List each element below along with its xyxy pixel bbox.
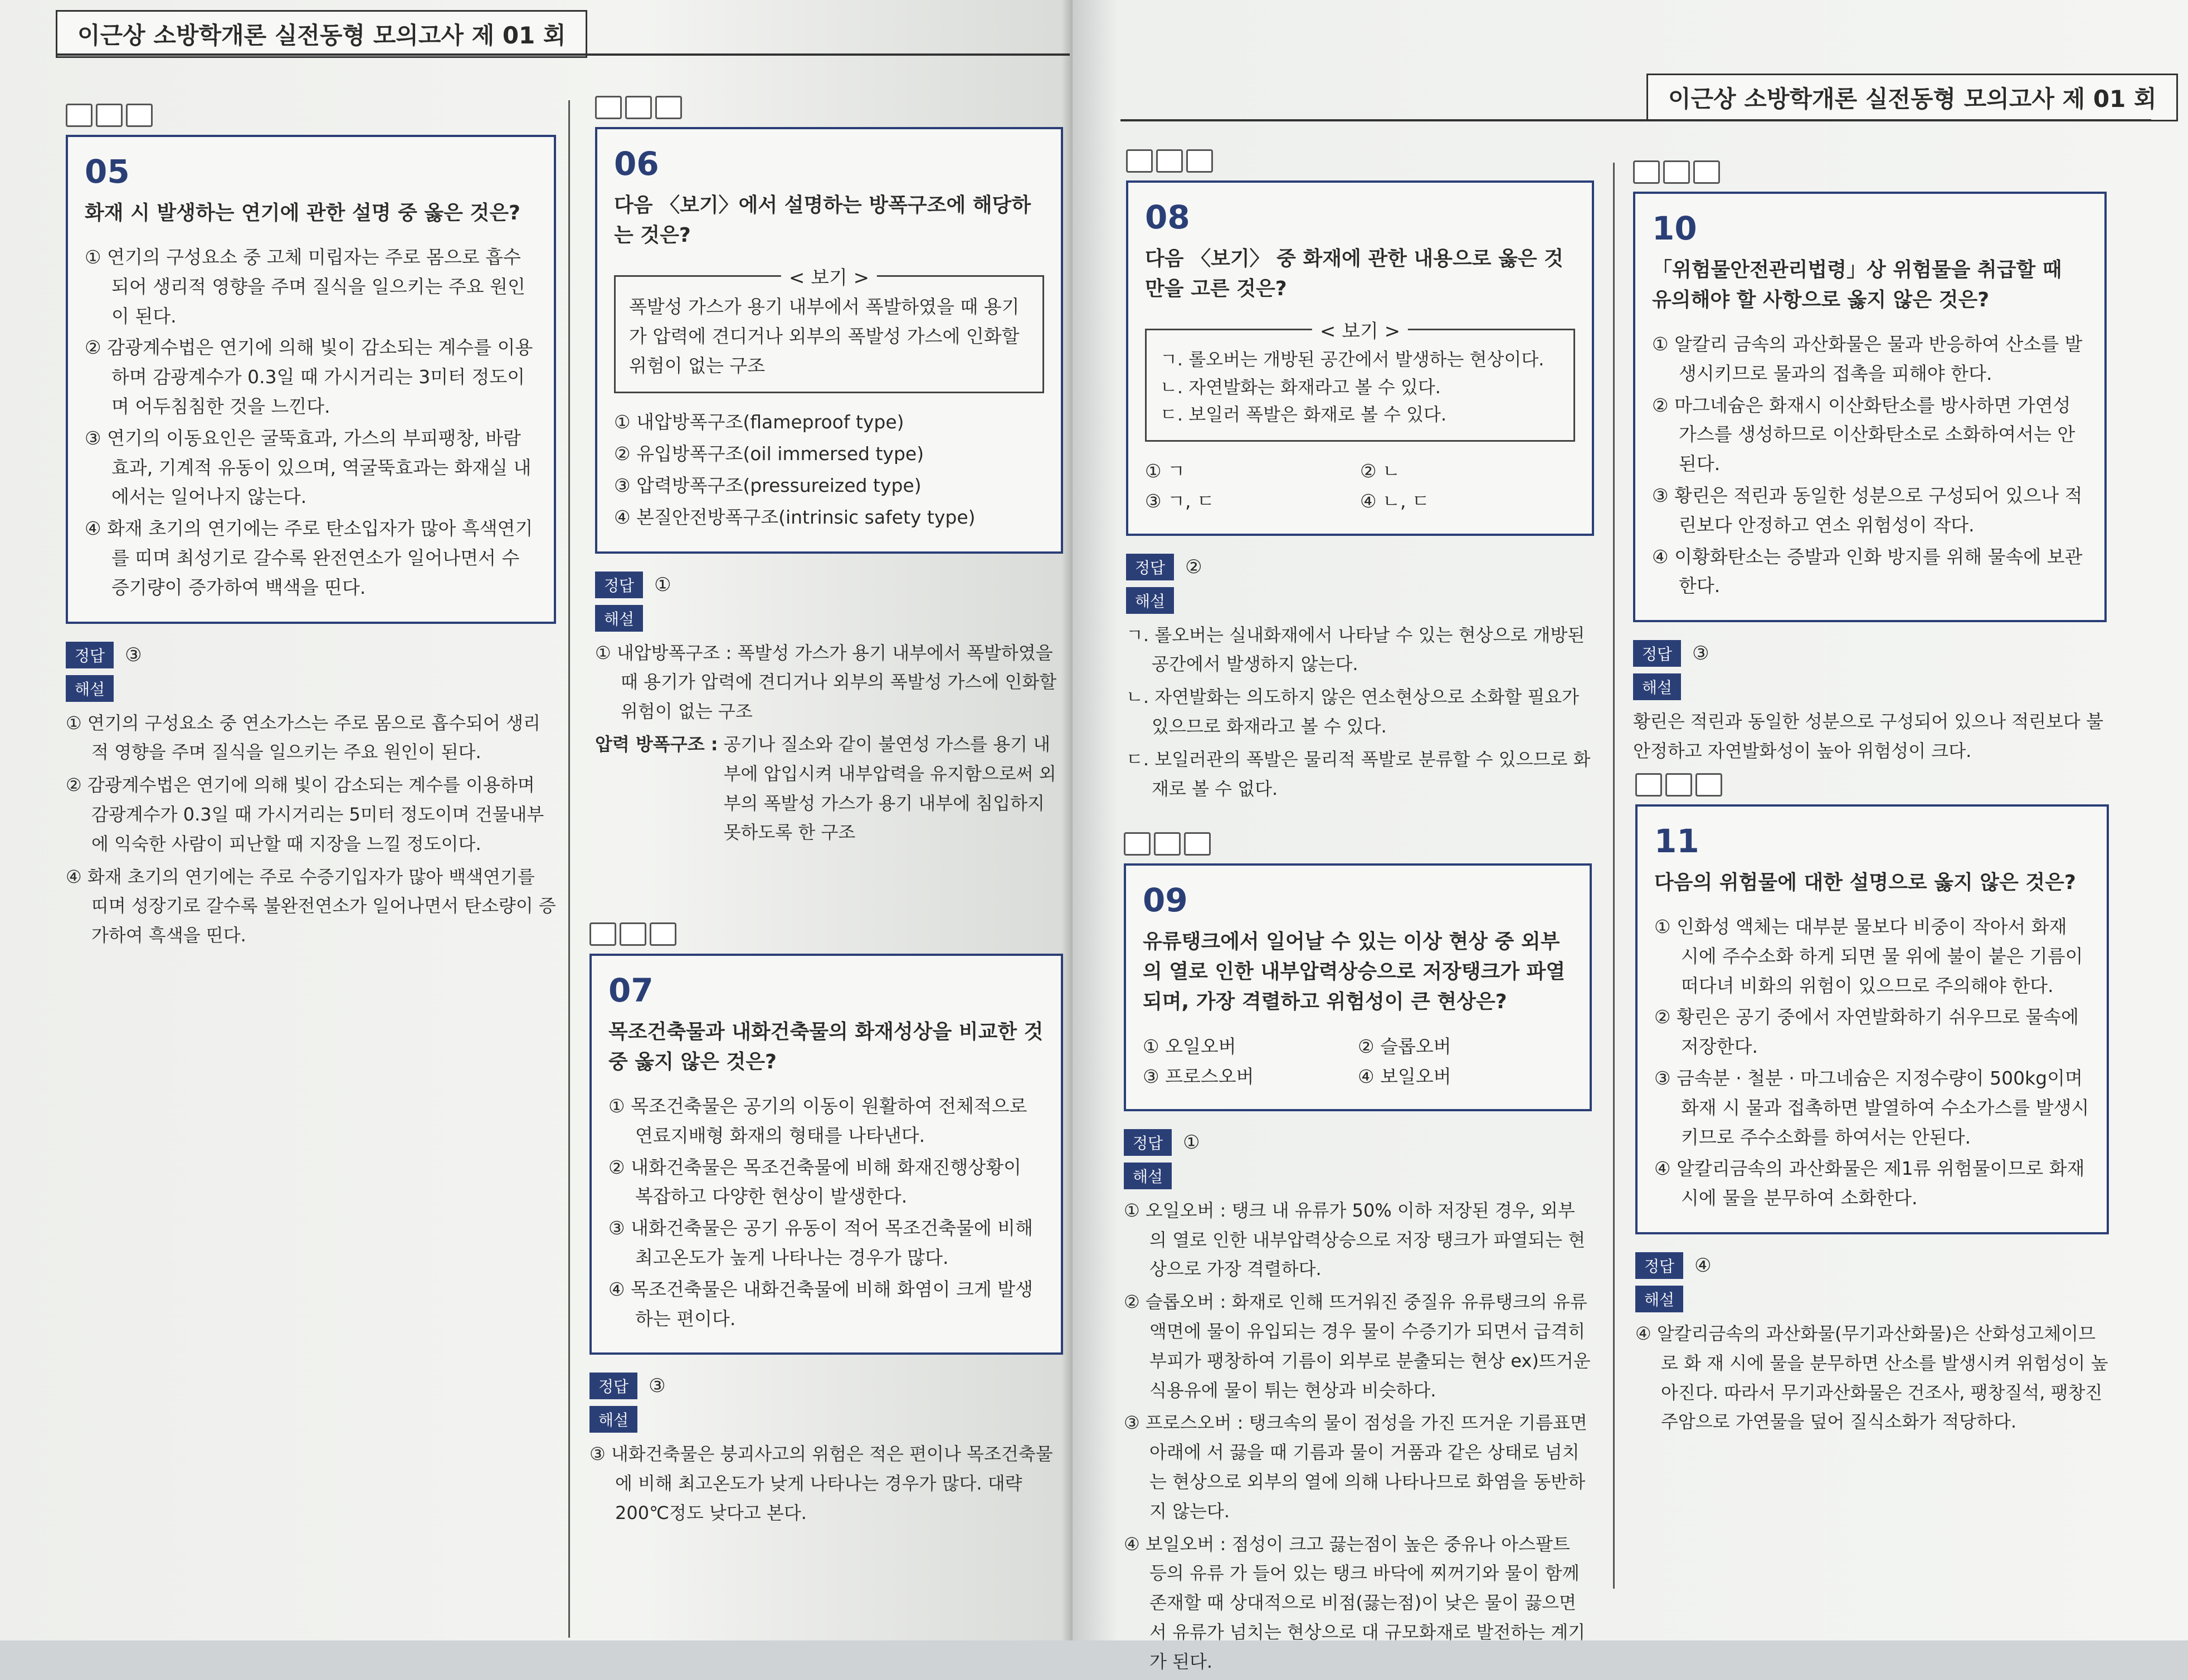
answer-value: ③ [649, 1375, 666, 1398]
question-08 [1126, 149, 1594, 807]
check-boxes[interactable] [66, 104, 556, 127]
bogi-box [614, 267, 1044, 393]
explanation-tag: 해설 [1124, 1163, 1172, 1189]
explanation-line: ④ 화재 초기의 연기에는 주로 수증기입자가 많아 백색연기를 띠며 성장기로 갈수록 불완전연소가 일어나면서 탄소량이 증가하여 흑색을 띤다. [66, 866, 556, 946]
question-box [1633, 192, 2107, 622]
check-boxes[interactable] [1635, 773, 2109, 797]
term-text: 공기나 질소와 같이 불연성 가스를 용기 내부에 압입시켜 내부압력을 유지함으로써 외부의 폭발성 가스가 용기 내부에 침입하지 못하도록 한 구조 [723, 733, 1056, 843]
question-stem: 유류탱크에서 일어날 수 있는 이상 현상 중 외부의 열로 인한 내부압력상승으로 저장탱크가 파열되며, 가장 격렬하고 위험성이 큰 현상은? [1143, 930, 1566, 1013]
question-box [1124, 863, 1592, 1111]
right-running-header: 이근상 소방학개론 실전동형 모의고사 제 01 회 [1646, 74, 2178, 121]
answer-row [595, 572, 1063, 598]
explanation-line: ① 오일오버 : 탱크 내 유류가 50% 이하 저장된 경우, 외부의 열로 인한 내부압력상승으로 저장 탱크가 파열되는 현상으로 가장 격렬하다. [1124, 1199, 1586, 1280]
answer-row [1633, 640, 2107, 667]
bogi-item: ㄱ. 롤오버는 개방된 공간에서 발생하는 현상이다. [1160, 349, 1544, 370]
explanation-line: ④ 보일오버 : 점성이 크고 끓는점이 높은 중유나 아스팔트 등의 유류 가 들어 있는 탱크 바닥에 찌꺼기와 물이 함께 존재할 때 상대적으로 비점(끓는점)이 낮은 물이 끓으면서 유류가 넘치는 현상으로 대 규모화재로 발전하는 계기가 된다. [1124, 1533, 1586, 1672]
option-1: ① ㄱ [1145, 460, 1185, 482]
option-1: ① 오일오버 [1143, 1036, 1236, 1057]
right-page [1073, 0, 2188, 1672]
explanation-line: ③ 내화건축물은 붕괴사고의 위험은 적은 편이나 목조건축물에 비해 최고온도가 낮게 나타나는 경우가 많다. 대략 200℃정도 낮다고 본다. [589, 1443, 1053, 1523]
question-box [1126, 180, 1594, 536]
option-3: ③ 프로스오버 [1143, 1066, 1254, 1088]
option-4: ④ 본질안전방폭구조(intrinsic safety type) [614, 506, 976, 528]
bogi-text: 폭발성 가스가 용기 내부에서 폭발하였을 때 용기가 압력에 견디거나 외부의 폭발성 가스에 인화할 위험이 없는 구조 [629, 296, 1020, 377]
explanation-line: ㄷ. 보일러관의 폭발은 물리적 폭발로 분류할 수 있으므로 화재로 볼 수 없다. [1126, 748, 1591, 799]
check-boxes[interactable] [1126, 149, 1594, 173]
question-10 [1633, 160, 2107, 769]
answer-value: ④ [1694, 1254, 1712, 1277]
option-3: ③ 연기의 이동요인은 굴뚝효과, 가스의 부피팽창, 바람효과, 기계적 유동이 있으며, 역굴뚝효과는 화재실 내에서는 일어나지 않는다. [85, 427, 532, 508]
question-number: 09 [1143, 881, 1188, 919]
bogi-item: ㄴ. 자연발화는 화재라고 볼 수 있다. [1160, 376, 1441, 398]
question-number: 05 [85, 153, 130, 191]
option-3: ③ 내화건축물은 공기 유동이 적어 목조건축물에 비해 최고온도가 높게 나타나는 경우가 많다. [608, 1217, 1033, 1268]
explanation-tag: 해설 [66, 675, 114, 702]
question-11 [1635, 773, 2109, 1440]
options-grid [1145, 456, 1575, 517]
explanation-tag: 해설 [1635, 1286, 1683, 1312]
explanation-line: ④ 알칼리금속의 과산화물(무기과산화물)은 산화성고체이므로 화 재 시에 물을 분무하면 산소를 발생시켜 위험성이 높아진다. 따라서 무기과산화물은 건조사, 팽창질석, 팽창진주암으로 가연물을 덮어 질식소화가 적당하다. [1635, 1322, 2108, 1433]
option-4: ④ 이황화탄소는 증발과 인화 방지를 위해 물속에 보관한다. [1652, 545, 2083, 597]
explanation-line: ② 슬롭오버 : 화재로 인해 뜨거워진 중질유 유류탱크의 유류 액면에 물이 유입되는 경우 물이 수증기가 되면서 급격히 부피가 팽창하여 기름이 외부로 분출되는 현상 ex)뜨거운 식용유에 물이 튀는 현상과 비슷하다. [1124, 1291, 1591, 1401]
bogi-box [1145, 320, 1575, 442]
explanation-line: 황린은 적린과 동일한 성분으로 구성되어 있으나 적린보다 불안정하고 자연발화성이 높아 위험성이 크다. [1633, 711, 2104, 761]
explanation-tag: 해설 [595, 605, 643, 632]
term-definition [595, 730, 1063, 847]
answer-row [1124, 1129, 1592, 1156]
answer-row [1635, 1252, 2109, 1279]
explanation-tag: 해설 [589, 1406, 637, 1433]
question-box [595, 127, 1063, 554]
question-05 [66, 104, 556, 954]
left-header-rule [56, 53, 1070, 56]
answer-value: ③ [125, 643, 142, 666]
bogi-title: < 보기 > [1312, 316, 1408, 343]
answer-value: ③ [1692, 642, 1709, 665]
left-running-header: 이근상 소방학개론 실전동형 모의고사 제 01 회 [56, 10, 587, 58]
question-stem: 「위험물안전관리법령」상 위험물을 취급할 때 유의해야 할 사항으로 옳지 않은 것은? [1652, 258, 2062, 311]
question-box [66, 135, 556, 624]
explanation-line: ③ 프로스오버 : 탱크속의 물이 점성을 가진 뜨거운 기름표면 아래에 서 끓을 때 기름과 물이 거품과 같은 상태로 넘치는 현상으로 외부의 열에 의해 나타나므로 화염을 동반하지 않는다. [1124, 1412, 1587, 1522]
check-boxes[interactable] [1124, 832, 1592, 856]
answer-row [66, 642, 556, 668]
explanation-line: ① 내압방폭구조 : 폭발성 가스가 용기 내부에서 폭발하였을 때 용기가 압력에 견디거나 외부의 폭발성 가스에 인화할 위험이 없는 구조 [595, 642, 1057, 722]
option-4: ④ 목조건축물은 내화건축물에 비해 화염이 크게 발생하는 편이다. [608, 1278, 1033, 1330]
left-page [0, 0, 1073, 1640]
question-number: 10 [1652, 209, 1697, 247]
option-2: ② ㄴ [1360, 460, 1400, 482]
check-boxes[interactable] [1633, 160, 2107, 184]
answer-tag: 정답 [1635, 1252, 1683, 1279]
question-box [1635, 804, 2109, 1234]
check-boxes[interactable] [589, 922, 1063, 946]
option-4: ④ 화재 초기의 연기에는 주로 탄소입자가 많아 흑색연기를 띠며 최성기로 갈수록 완전연소가 일어나면서 수증기량이 증가하여 백색을 띤다. [85, 517, 533, 598]
question-number: 08 [1145, 198, 1190, 236]
explanation-line: ② 감광계수법은 연기에 의해 빛이 감소되는 계수를 이용하며 감광계수가 0.3일 때 가시거리는 5미터 정도이며 건물내부에 익숙한 사람이 피난할 때 지장을 느낄 정도이다. [66, 774, 544, 854]
answer-value: ② [1185, 555, 1202, 578]
bogi-title: < 보기 > [781, 262, 877, 290]
answer-tag: 정답 [589, 1373, 637, 1399]
term-label: 압력 방폭구조 : [595, 733, 718, 755]
option-1: ① 목조건축물은 공기의 이동이 원활하여 전체적으로 연료지배형 화재의 형태를 나타낸다. [608, 1095, 1027, 1146]
question-number: 06 [614, 145, 659, 183]
answer-value: ① [1183, 1131, 1200, 1154]
question-stem: 다음의 위험물에 대한 설명으로 옳지 않은 것은? [1654, 871, 2076, 894]
check-boxes[interactable] [595, 96, 1063, 119]
answer-tag: 정답 [1633, 640, 1681, 667]
explanation-tag: 해설 [1126, 587, 1174, 614]
question-stem: 화재 시 발생하는 연기에 관한 설명 중 옳은 것은? [85, 202, 520, 224]
option-4: ④ 보일오버 [1358, 1066, 1451, 1088]
question-stem: 다음 〈보기〉에서 설명하는 방폭구조에 해당하는 것은? [614, 194, 1031, 247]
question-number: 07 [608, 971, 654, 1009]
option-4: ④ 알칼리금속의 과산화물은 제1류 위험물이므로 화재 시에 물을 분무하여 소화한다. [1654, 1158, 2085, 1209]
option-3: ③ 압력방폭구조(pressureized type) [614, 474, 922, 496]
answer-tag: 정답 [595, 572, 643, 598]
explanation-line: ㄴ. 자연발화는 의도하지 않은 연소현상으로 소화할 필요가 있으므로 화재라고 볼 수 있다. [1126, 686, 1580, 738]
question-07 [589, 922, 1063, 1531]
explanation-line: ㄱ. 롤오버는 실내화재에서 나타날 수 있는 현상으로 개방된 공간에서 발생하지 않는다. [1126, 624, 1585, 675]
question-06 [595, 96, 1063, 847]
answer-tag: 정답 [1124, 1129, 1172, 1156]
option-2: ② 슬롭오버 [1358, 1036, 1451, 1057]
option-1: ① 알칼리 금속의 과산화물은 물과 반응하여 산소를 발생시키므로 물과의 접촉을 피해야 한다. [1652, 333, 2083, 384]
option-3: ③ 황린은 적린과 동일한 성분으로 구성되어 있으나 적린보다 안정하고 연소 위험성이 작다. [1652, 484, 2083, 536]
right-column-divider [1613, 163, 1615, 1589]
option-1: ① 인화성 액체는 대부분 물보다 비중이 작아서 화재 시에 주수소화 하게 되면 물 위에 불이 붙은 기름이 떠다녀 비화의 위험이 있으므로 주의해야 한다. [1654, 916, 2083, 997]
option-3: ③ 금속분 · 철분 · 마그네슘은 지정수량이 500kg이며 화재 시 물과 접촉하면 발열하여 수소가스를 발생시키므로 주수소화를 하여서는 안된다. [1654, 1067, 2089, 1148]
answer-value: ① [654, 573, 671, 596]
option-4: ④ ㄴ, ㄷ [1360, 490, 1430, 512]
question-09 [1124, 832, 1592, 1680]
bogi-item: ㄷ. 보일러 폭발은 화재로 볼 수 있다. [1160, 404, 1447, 426]
question-stem: 다음 〈보기〉 중 화재에 관한 내용으로 옳은 것만을 고른 것은? [1145, 247, 1563, 300]
option-2: ② 마그네슘은 화재시 이산화탄소를 방사하면 가연성 가스를 생성하므로 이산화탄소로 소화하여서는 안된다. [1652, 394, 2075, 475]
option-1: ① 연기의 구성요소 중 고체 미립자는 주로 몸으로 흡수되어 생리적 영향을 주며 질식을 일으키는 주요 원인이 된다. [85, 246, 525, 327]
options-grid [1143, 1032, 1573, 1092]
option-2: ② 유입방폭구조(oil immersed type) [614, 443, 924, 465]
option-2: ② 감광계수법은 연기에 의해 빛이 감소되는 계수를 이용하며 감광계수가 0.3일 때 가시거리는 3미터 정도이며 어두침침한 것을 느낀다. [85, 336, 533, 417]
option-3: ③ ㄱ, ㄷ [1145, 490, 1215, 512]
option-2: ② 내화건축물은 목조건축물에 비해 화재진행상황이 복잡하고 다양한 현상이 발생한다. [608, 1156, 1021, 1208]
option-1: ① 내압방폭구조(flameproof type) [614, 411, 904, 433]
answer-row [1126, 554, 1594, 580]
answer-row [589, 1373, 1063, 1399]
option-2: ② 황린은 공기 중에서 자연발화하기 쉬우므로 물속에 저장한다. [1654, 1006, 2079, 1058]
question-stem: 목조건축물과 내화건축물의 화재성상을 비교한 것 중 옳지 않은 것은? [608, 1020, 1044, 1073]
left-column-divider [568, 100, 570, 1638]
answer-tag: 정답 [66, 642, 114, 668]
question-box [589, 954, 1063, 1355]
right-header-rule [1120, 119, 2151, 121]
question-number: 11 [1654, 822, 1699, 860]
answer-tag: 정답 [1126, 554, 1174, 580]
explanation-line: ① 연기의 구성요소 중 연소가스는 주로 몸으로 흡수되어 생리적 영향을 주며 질식을 일으키는 주요 원인이 된다. [66, 712, 540, 763]
explanation-tag: 해설 [1633, 673, 1681, 700]
